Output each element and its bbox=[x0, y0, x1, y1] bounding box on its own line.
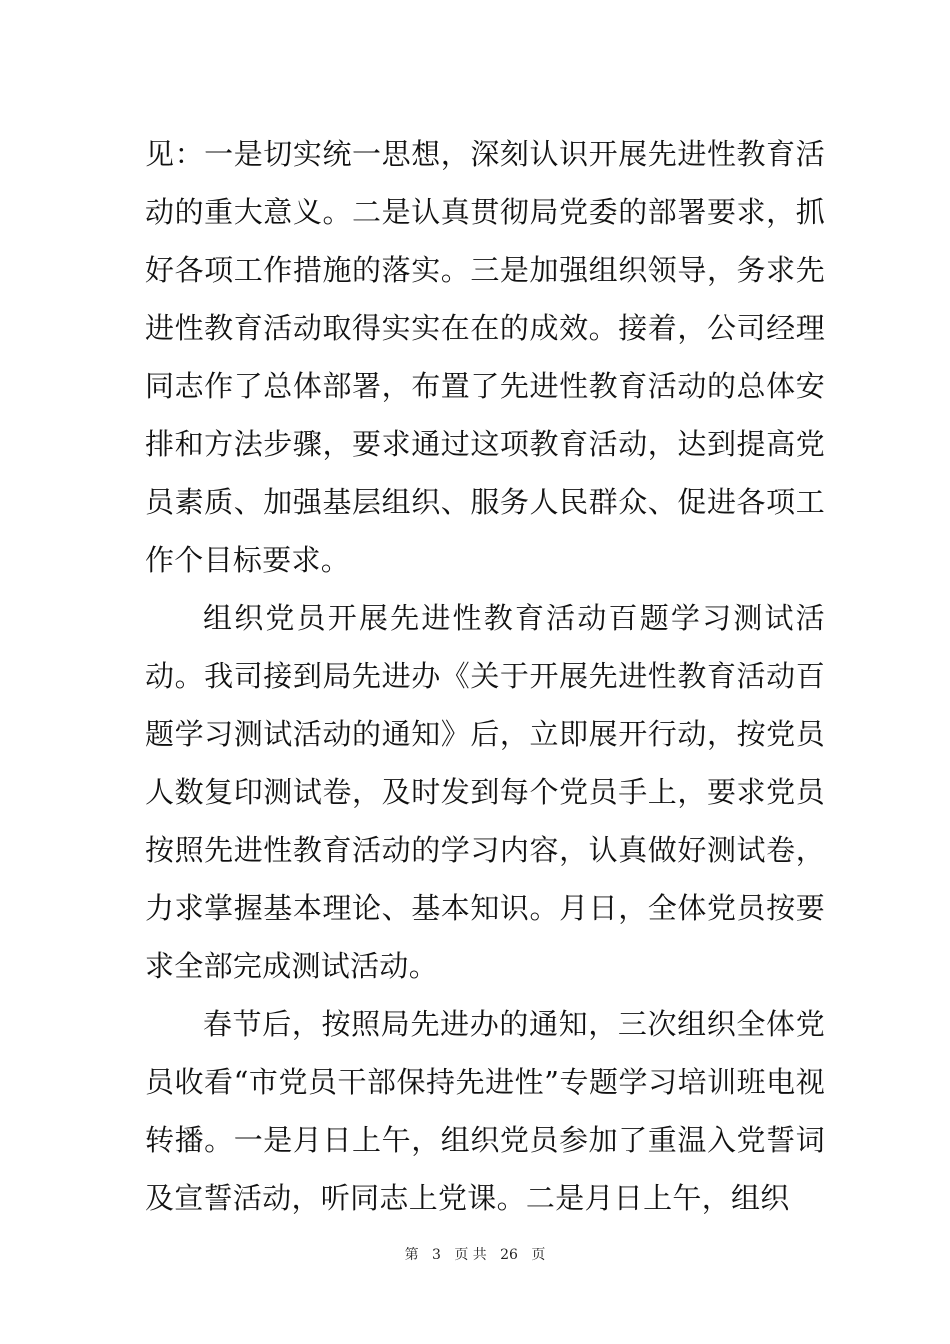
footer-suffix: 页 bbox=[531, 1247, 546, 1263]
footer-prefix: 第 bbox=[404, 1247, 419, 1263]
document-body bbox=[145, 125, 825, 1227]
footer-middle: 页 共 bbox=[454, 1247, 487, 1263]
footer-current-page: 3 bbox=[432, 1247, 441, 1263]
paragraph-1: 见：一是切实统一思想，深刻认识开展先进性教育活动的重大意义。二是认真贯彻局党委的部署要求，抓好各项工作措施的落实。三是加强组织领导，务求先进性教育活动取得实实在在的成效。接着，公司经理同志作了总体部署，布置了先进性教育活动的总体安排和方法步骤，要求通过这项教育活动，达到提高党员素质、加强基层组织、服务人民群众、促进各项工作个目标要求。 bbox=[145, 137, 825, 577]
paragraph-2: 组织党员开展先进性教育活动百题学习测试活动。我司接到局先进办《关于开展先进性教育活动百题学习测试活动的通知》后，立即展开行动，按党员人数复印测试卷，及时发到每个党员手上，要求党员按照先进性教育活动的学习内容，认真做好测试卷，力求掌握基本理论、基本知识。月日，全体党员按要求全部完成测试活动。 bbox=[145, 601, 825, 983]
footer-total-pages: 26 bbox=[500, 1247, 518, 1263]
paragraph-3: 春节后，按照局先进办的通知，三次组织全体党员收看“市党员干部保持先进性”专题学习培训班电视转播。一是月日上午，组织党员参加了重温入党誓词及宣誓活动，听同志上党课。二是月日上午，组织 bbox=[145, 1007, 825, 1215]
page-footer bbox=[0, 1244, 950, 1264]
